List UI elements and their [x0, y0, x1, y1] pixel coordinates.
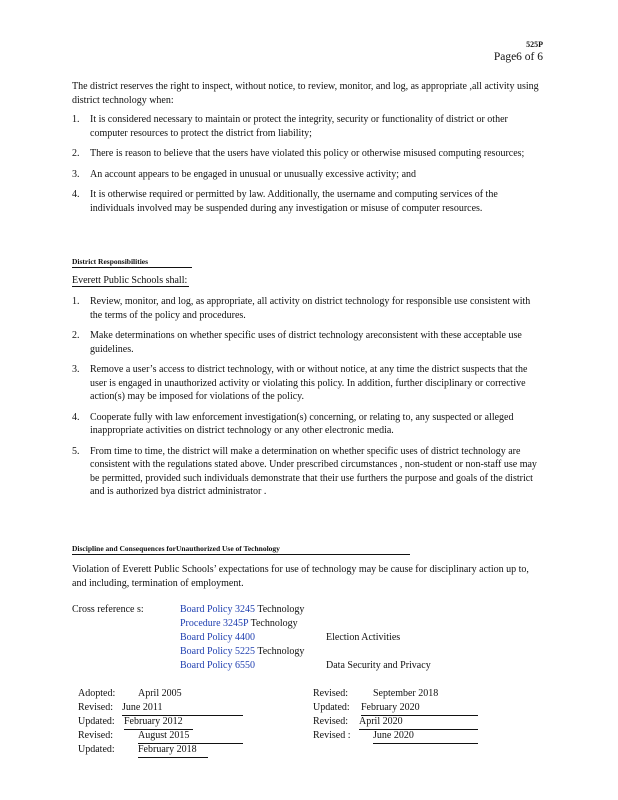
- list-item: [72, 113, 542, 140]
- history-row: [313, 715, 478, 729]
- policy-title: Technology: [257, 604, 305, 615]
- cross-reference-label: Cross reference s:: [72, 604, 144, 615]
- list-text: Review, monitor, and log, as appropriate, all activity on district technology for responsible use consistent with the terms of the policy and procedures.: [90, 296, 531, 321]
- list-item: [72, 295, 542, 322]
- list-number: 2.: [72, 148, 80, 159]
- list-item: [72, 445, 542, 499]
- shall-line: Everett Public Schools shall:: [72, 275, 188, 286]
- history-value: June 2020: [373, 729, 478, 744]
- history-label: Revised:: [313, 716, 348, 727]
- list-item: [72, 147, 542, 161]
- history-value: February 2018: [138, 743, 208, 758]
- list-text: There is reason to believe that the users have violated this policy or otherwise misused computing resources;: [90, 148, 525, 159]
- cross-reference-item: [180, 646, 304, 657]
- history-label: Revised:: [78, 702, 113, 713]
- list-text: It is considered necessary to maintain or protect the integrity, security or functionality of district or other computer resources to protect the district from liability;: [90, 114, 508, 139]
- cross-reference-item: [180, 604, 304, 615]
- history-row: [78, 715, 243, 729]
- history-value: April 2020: [359, 715, 478, 730]
- policy-title: Election Activities: [326, 632, 401, 643]
- history-label: Updated:: [78, 744, 115, 755]
- list-text: Remove a user’s access to district technology, with or without notice, at any time the district suspects that the user is engaged in unauthorized activity or violating this policy. In addition, further disciplinary or corrective action(s) may be imposed for violations of the policy.: [90, 364, 528, 402]
- list-number: 5.: [72, 445, 80, 457]
- history-label: Revised:: [313, 688, 348, 699]
- history-value: September 2018: [373, 688, 439, 699]
- policy-code: 525P: [526, 40, 543, 49]
- policy-link[interactable]: Board Policy 6550: [180, 660, 255, 671]
- policy-title: Data Security and Privacy: [326, 660, 431, 671]
- page-number: Page6 of 6: [493, 51, 543, 63]
- list-item: [72, 329, 542, 356]
- responsibilities-list: [72, 295, 542, 506]
- history-left: [78, 687, 243, 757]
- history-label: Updated:: [78, 716, 115, 727]
- list-text: From time to time, the district will make a determination on whether specific uses of district technology are consistent with the regulations stated above. Under prescribed circumstances , non-student or non-staff use may be permitted, provided such individuals demonstrate that their use furthers the purpose and goals of the district and is authorized bya district administrator .: [90, 445, 537, 497]
- list-number: 4.: [72, 411, 80, 423]
- policy-title: Technology: [250, 618, 298, 629]
- history-row: [78, 743, 243, 757]
- list-item: [72, 363, 542, 404]
- list-text: An account appears to be engaged in unusual or unusually excessive activity; and: [90, 168, 417, 180]
- policy-link[interactable]: Board Policy 4400: [180, 632, 255, 643]
- list-number: 4.: [72, 189, 80, 200]
- list-number: 2.: [72, 330, 80, 341]
- policy-link[interactable]: Procedure 3245P: [180, 618, 249, 629]
- list-number: 1.: [72, 114, 80, 125]
- list-number: 3.: [72, 364, 80, 375]
- history-label: Revised :: [313, 730, 351, 741]
- history-value: August 2015: [138, 729, 243, 744]
- history-row: [78, 701, 243, 715]
- list-text: It is otherwise required or permitted by law. Additionally, the username and computing services of the individuals involved may be suspended during any investigation or misuse of computer resources.: [90, 189, 498, 214]
- history-label: Revised:: [78, 730, 113, 741]
- list-number: 1.: [72, 296, 80, 307]
- cross-reference-item: [180, 660, 431, 671]
- history-value: February 2020: [361, 701, 478, 716]
- intro-paragraph: The district reserves the right to inspect, without notice, to review, monitor, and log, as appropriate ,all activity using district technology when:: [72, 81, 539, 106]
- list-item: [72, 168, 542, 182]
- history-row: [78, 687, 243, 701]
- list-text: Cooperate fully with law enforcement investigation(s) concerning, or relating to, any suspected or alleged inappropriate activities on district technology or any other electronic media.: [90, 411, 514, 436]
- history-row: [313, 687, 478, 701]
- list-text: Make determinations on whether specific uses of district technology areconsistent with these acceptable use guidelines.: [90, 330, 522, 355]
- list-item: [72, 188, 542, 215]
- history-value: June 2011: [122, 701, 243, 716]
- history-label: Adopted:: [78, 688, 116, 699]
- history-row: [313, 729, 478, 743]
- discipline-paragraph: Violation of Everett Public Schools’ expectations for use of technology may be cause for disciplinary action up to, and including, termination of employment.: [72, 564, 529, 589]
- policy-link[interactable]: Board Policy 5225: [180, 646, 255, 657]
- district-responsibilities-heading: District Responsibilities: [72, 257, 192, 268]
- history-right: [313, 687, 478, 743]
- history-value: February 2012: [124, 715, 193, 730]
- history-label: Updated:: [313, 702, 350, 713]
- history-row: [313, 701, 478, 715]
- cross-reference-item: [180, 618, 298, 629]
- cross-reference-item: [180, 632, 401, 643]
- list-number: 3.: [72, 168, 80, 180]
- list-item: [72, 411, 542, 438]
- history-value: April 2005: [138, 688, 182, 699]
- history-row: [78, 729, 243, 743]
- discipline-heading: Discipline and Consequences forUnauthorized Use of Technology: [72, 544, 410, 555]
- conditions-list: [72, 113, 542, 222]
- policy-title: Technology: [257, 646, 305, 657]
- policy-link[interactable]: Board Policy 3245: [180, 604, 255, 615]
